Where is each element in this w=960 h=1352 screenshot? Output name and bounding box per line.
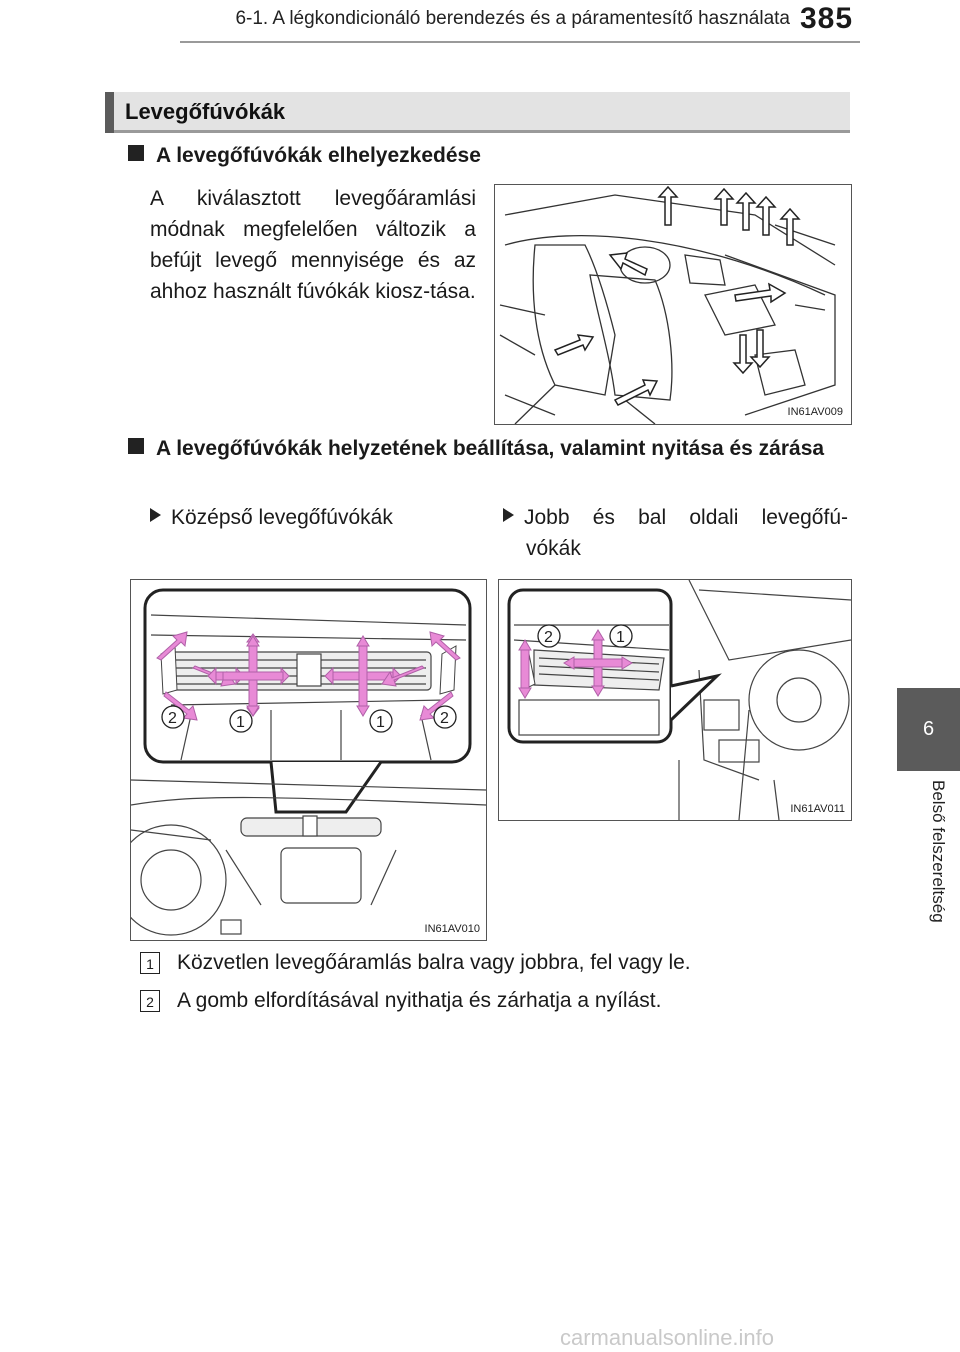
location-paragraph: A kiválasztott levegőáramlási módnak megfelelően változik a befújt levegő mennyisége és az ahhoz használt fúvókák kiosz-tása. <box>150 187 476 303</box>
figure-side-vents <box>498 579 852 821</box>
figure-id-label: IN61AV009 <box>787 406 843 418</box>
section-title-bar <box>105 92 850 133</box>
page-number: 385 <box>800 2 854 35</box>
watermark: carmanualsonline.info <box>560 1325 775 1350</box>
caption-center-vents <box>150 502 480 533</box>
figure-interior-overview <box>494 184 852 425</box>
figure-id-label: IN61AV011 <box>790 803 845 815</box>
subsection-heading-adjust <box>128 433 850 464</box>
chapter-tab[interactable]: 6 <box>897 688 960 771</box>
interior-illustration <box>495 185 851 424</box>
center-vents-illustration <box>131 580 486 940</box>
header-rule <box>180 41 860 43</box>
subsection-heading-adjust-text: A levegőfúvókák helyzetének beállítása, valamint nyitása és zárása <box>156 437 825 460</box>
square-bullet-icon <box>128 438 144 454</box>
note-number-1: 1 <box>140 952 160 974</box>
figure-id-label: IN61AV010 <box>424 923 480 935</box>
chapter-label-text: Belső felszereltség <box>929 780 948 923</box>
note-number-2: 2 <box>140 990 160 1012</box>
callout-2-right: 2 <box>440 710 449 727</box>
callout-1: 1 <box>616 629 625 646</box>
callout-2-left: 2 <box>168 710 177 727</box>
triangle-bullet-icon <box>150 508 161 522</box>
caption-side-vents-line1: Jobb és bal oldali levegőfú- <box>524 506 848 529</box>
section-accent <box>105 92 114 133</box>
side-vents-illustration <box>499 580 851 820</box>
caption-center-vents-text: Középső levegőfúvókák <box>171 506 393 529</box>
caption-side-vents <box>503 502 848 533</box>
triangle-bullet-icon <box>503 508 514 522</box>
callout-1-right: 1 <box>376 714 385 731</box>
note-text-1: Közvetlen levegőáramlás balra vagy jobbra, fel vagy le. <box>177 951 691 974</box>
callout-2: 2 <box>544 629 553 646</box>
caption-side-vents-line2: vókák <box>526 537 581 560</box>
square-bullet-icon <box>128 145 144 161</box>
running-header-title: 6-1. A légkondicionáló berendezés és a páramentesítő használata <box>235 8 790 29</box>
chapter-label <box>900 780 960 960</box>
subsection-heading-location-text: A levegőfúvókák elhelyezkedése <box>156 144 481 167</box>
figure-center-vents <box>130 579 487 941</box>
note-text-2: A gomb elfordításával nyithatja és zárhatja a nyílást. <box>177 989 662 1012</box>
callout-1-left: 1 <box>236 714 245 731</box>
subsection-heading-location <box>128 140 848 171</box>
section-title: Levegőfúvókák <box>125 99 286 124</box>
